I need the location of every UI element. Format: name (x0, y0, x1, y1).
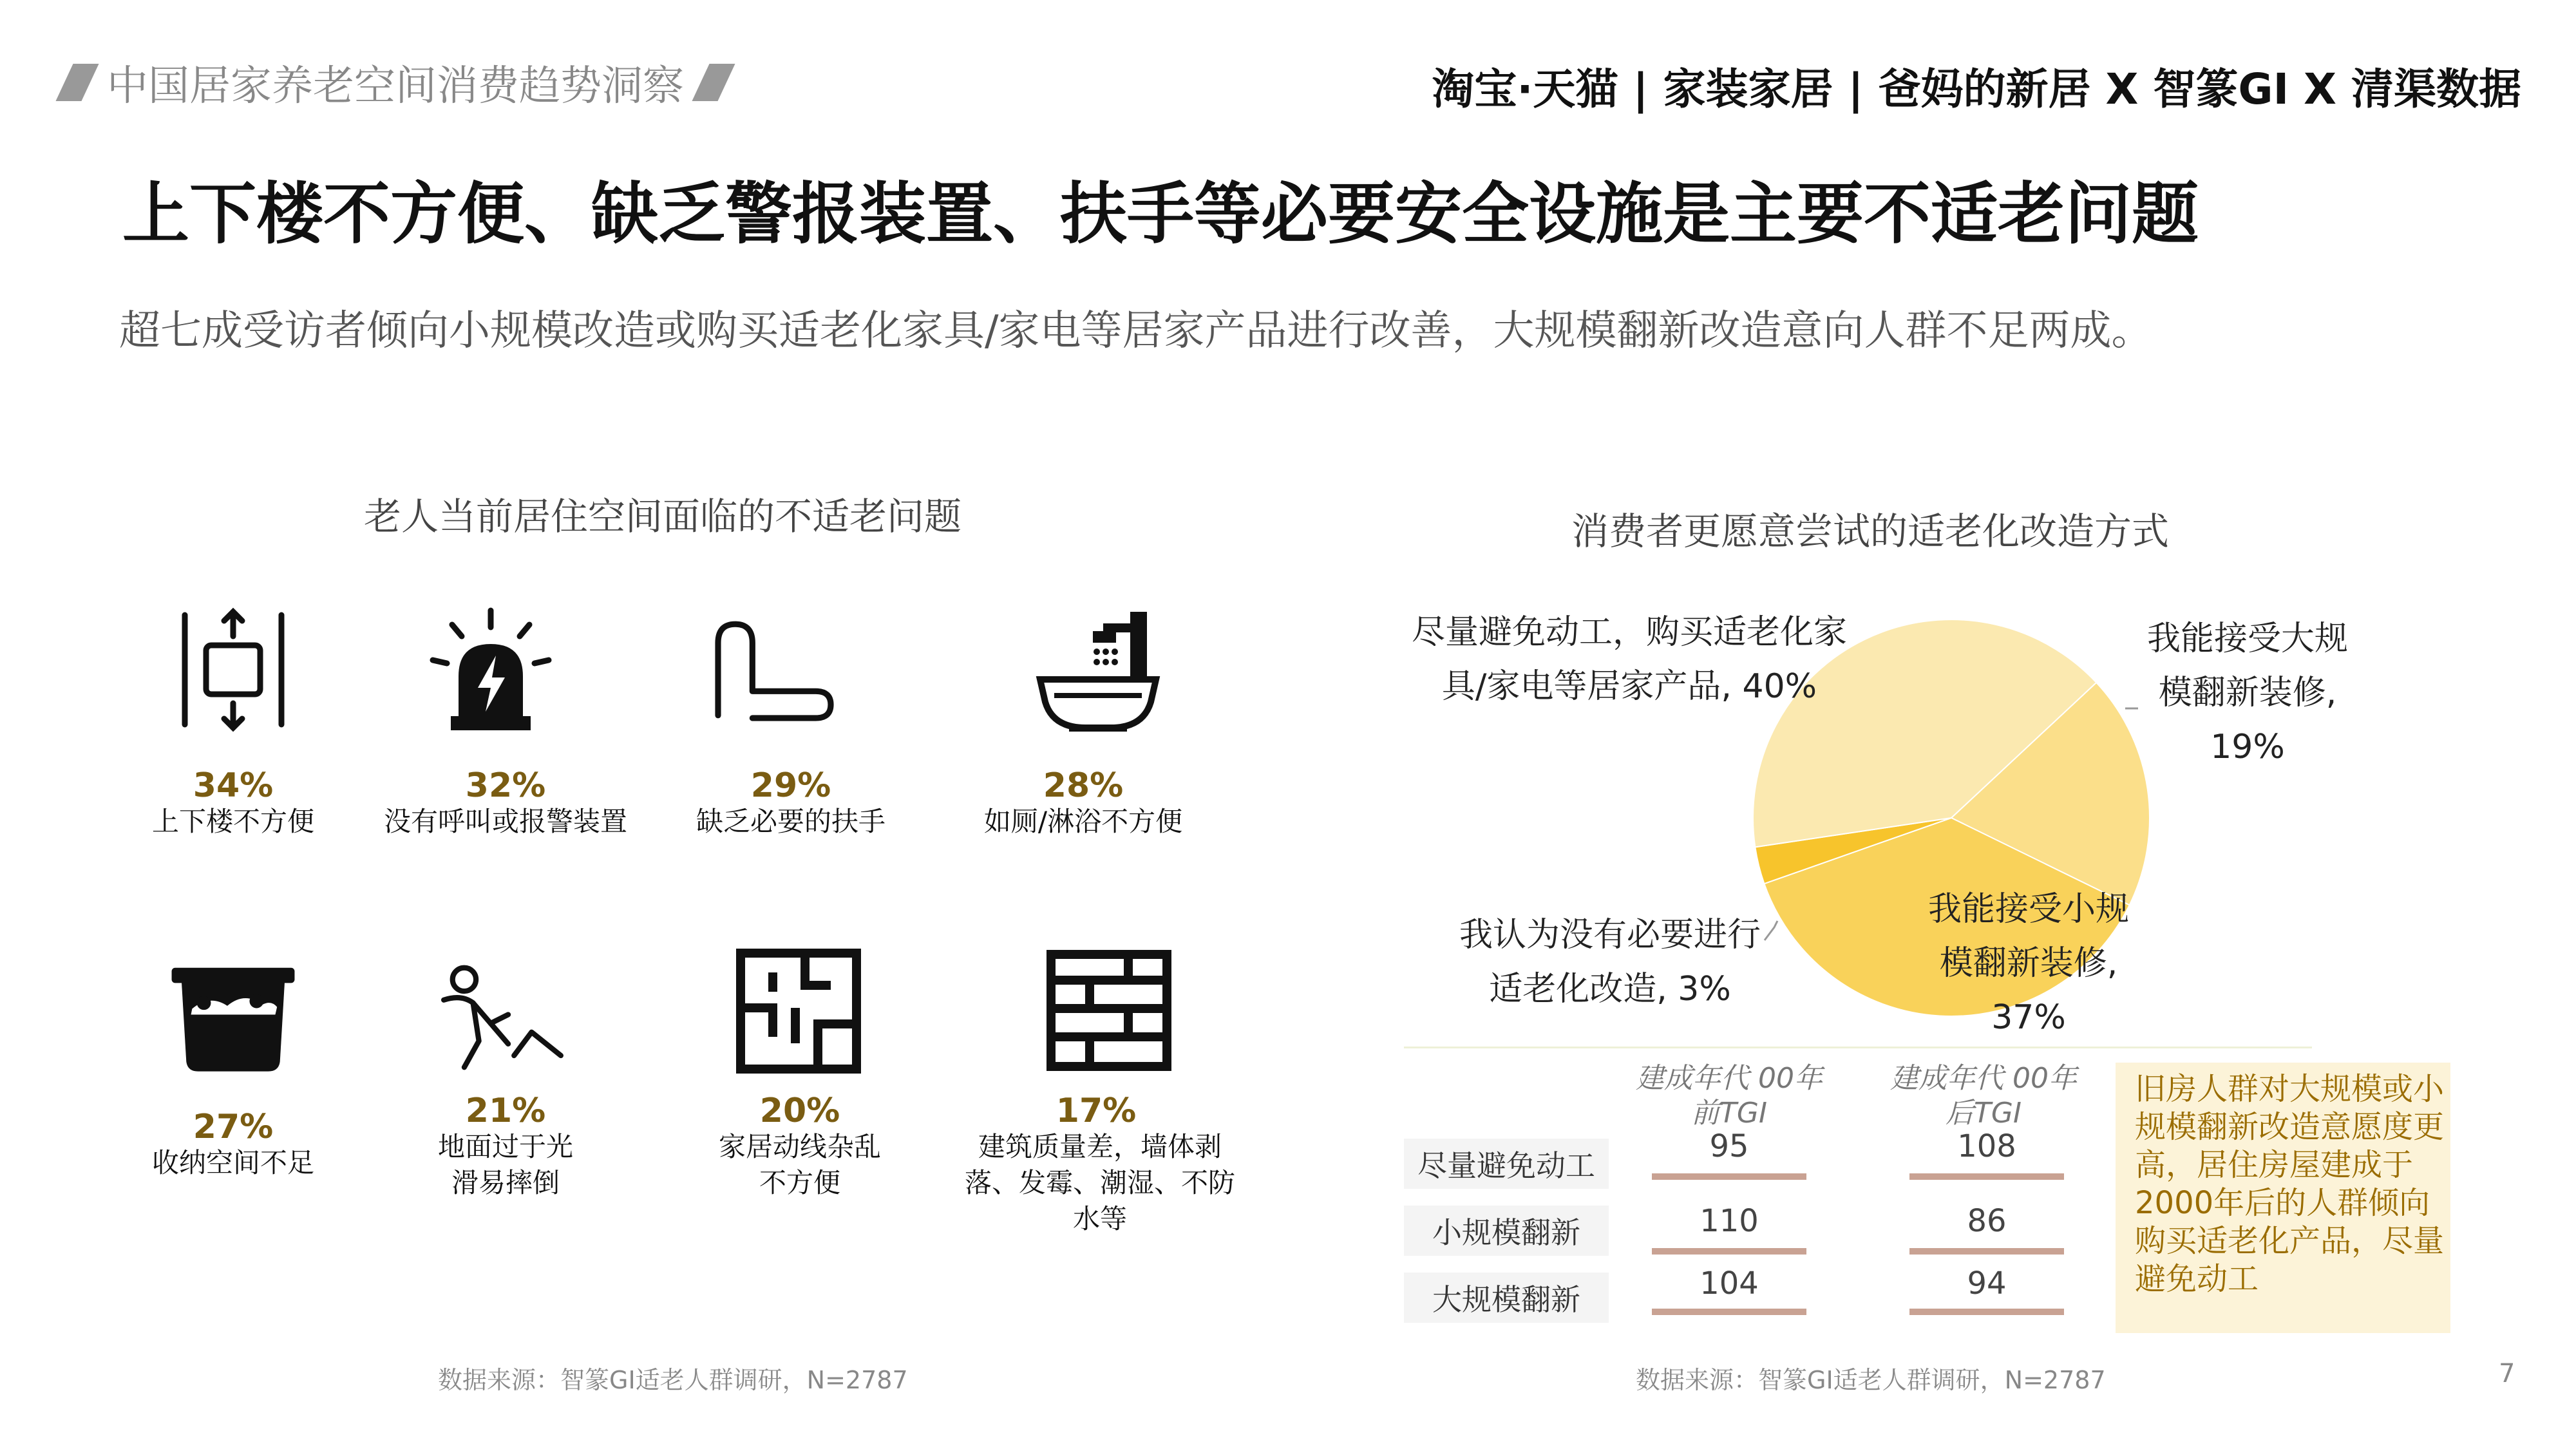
floor-plan-icon (734, 947, 863, 1075)
elevator-icon (169, 605, 298, 734)
left-slash-decoration (55, 64, 99, 101)
page-title: 上下楼不方便、缺乏警报装置、扶手等必要安全设施是主要不适老问题 (122, 175, 2199, 253)
problem-pct: 20% (759, 1092, 840, 1130)
tgi-value: 110 (1700, 1203, 1759, 1239)
page-number: 7 (2499, 1359, 2515, 1388)
problem-label: 缺乏必要的扶手 (696, 806, 886, 837)
handrail-icon (708, 605, 837, 734)
problem-pct: 21% (465, 1092, 546, 1130)
problem-label: 如厕/淋浴不方便 (983, 806, 1183, 837)
tgi-col-header-after: 建成年代 00年后TGI (1890, 1062, 2077, 1130)
table-divider (1404, 1046, 2312, 1048)
brick-wall-icon (1045, 947, 1173, 1075)
problem-pct: 17% (1056, 1092, 1137, 1130)
problem-pct: 32% (465, 766, 546, 805)
person-slipping-icon (438, 953, 567, 1082)
tgi-underline (1909, 1173, 2064, 1180)
pie-label-small: 我能接受小规模翻新装修, 37% (1927, 890, 2129, 1037)
left-panel-title: 老人当前居住空间面临的不适老问题 (364, 495, 962, 538)
tgi-value: 104 (1700, 1265, 1759, 1302)
alarm-light-icon (426, 605, 555, 734)
left-data-source: 数据来源：智篆GI适老人群调研，N=2787 (438, 1366, 908, 1394)
right-panel-title: 消费者更愿意尝试的适老化改造方式 (1571, 509, 2170, 553)
problem-pct: 27% (193, 1108, 274, 1146)
right-slash-decoration (692, 64, 735, 101)
problem-pct: 29% (750, 766, 831, 805)
brand-logos: 淘宝·天猫 | 家装家居 | 爸妈的新居 X 智篆GI X 清渠数据 (1432, 64, 2521, 114)
tgi-row-label: 大规模翻新 (1404, 1273, 1609, 1323)
tgi-underline (1909, 1309, 2064, 1315)
tgi-underline (1652, 1309, 1806, 1315)
tgi-underline (1652, 1248, 1806, 1255)
problem-label: 收纳空间不足 (151, 1147, 314, 1179)
report-header (64, 57, 726, 108)
tgi-value: 94 (1967, 1265, 2007, 1302)
tgi-row-label: 小规模翻新 (1404, 1206, 1609, 1256)
storage-box-icon (169, 953, 298, 1082)
tgi-underline (1909, 1248, 2064, 1255)
tgi-row-label: 尽量避免动工 (1404, 1139, 1609, 1189)
page-subtitle: 超七成受访者倾向小规模改造或购买适老化家具/家电等居家产品进行改善，大规模翻新改造意向人群不足两成。 (119, 307, 2153, 355)
tgi-value: 86 (1967, 1203, 2007, 1239)
right-data-source: 数据来源：智篆GI适老人群调研，N=2787 (1636, 1366, 2106, 1394)
problem-pct: 28% (1043, 766, 1124, 805)
report-title: 中国居家养老空间消费趋势洞察 (107, 62, 684, 110)
problem-label: 家居动线杂乱不方便 (719, 1131, 882, 1198)
tgi-col-header-before: 建成年代 00年前TGI (1636, 1062, 1823, 1130)
problem-label: 没有呼叫或报警装置 (383, 806, 627, 837)
problem-label: 上下楼不方便 (151, 806, 314, 837)
pie-label-large: 我能接受大规模翻新装修, 19% (2146, 620, 2348, 766)
tgi-value: 95 (1709, 1128, 1749, 1164)
problem-label: 建筑质量差，墙体剥落、发霉、潮湿、不防水等 (964, 1131, 1235, 1235)
problem-pct: 34% (193, 766, 274, 805)
insight-note-text: 旧房人群对大规模或小规模翻新改造意愿度更高，居住房屋建成于2000年后的人群倾向购买适老化产品，尽量避免动工 (2135, 1071, 2445, 1297)
bathtub-shower-icon (1034, 605, 1162, 734)
tgi-value: 108 (1957, 1128, 2016, 1164)
pie-label-none: 我认为没有必要进行适老化改造, 3% (1459, 916, 1761, 1009)
pie-label-avoid: 尽量避免动工，购买适老化家具/家电等居家产品, 40% (1411, 613, 1847, 706)
problem-label: 地面过于光滑易摔倒 (437, 1131, 573, 1198)
tgi-underline (1652, 1173, 1806, 1180)
